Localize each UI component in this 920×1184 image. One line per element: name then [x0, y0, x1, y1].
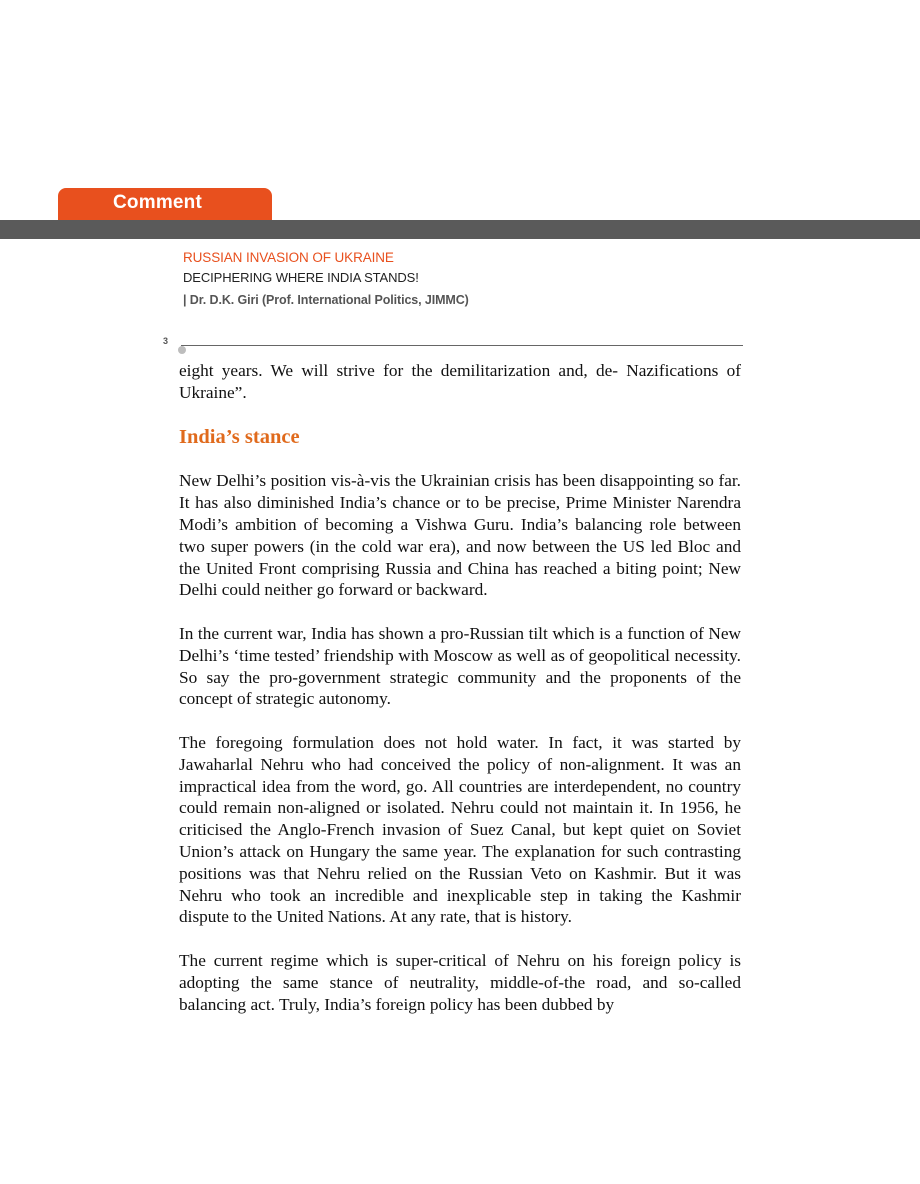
- article-body: [179, 360, 741, 1037]
- header-band: [0, 220, 920, 239]
- paragraph: eight years. We will strive for the demilitarization and, de- Nazifications of Ukraine”.: [179, 361, 741, 402]
- article-byline: | Dr. D.K. Giri (Prof. International Politics, JIMMC): [183, 293, 469, 307]
- divider-rule: [181, 345, 743, 346]
- paragraph: New Delhi’s position vis-à-vis the Ukrainian crisis has been disappointing so far. It has also diminished India’s chance or to be precise, Prime Minister Narendra Modi’s ambition of becoming a Vishwa Guru. India’s balancing role between two super powers (in the cold war era), and now between the US led Bloc and the United Front comprising Russia and China has reached a biting point; New Delhi could neither go forward or backward.: [179, 471, 741, 600]
- section-heading: India’s stance: [179, 426, 300, 449]
- article-subtitle: DECIPHERING WHERE INDIA STANDS!: [183, 270, 419, 285]
- paragraph: The current regime which is super-critical of Nehru on his foreign policy is adopting the same stance of neutrality, middle-of-the road, and so-called balancing act. Truly, India’s foreign policy has been dubbed by: [179, 950, 741, 1014]
- comment-tab: [58, 188, 272, 220]
- article-header: [183, 248, 469, 312]
- divider-dot: [178, 346, 186, 354]
- paragraph: The foregoing formulation does not hold water. In fact, it was started by Jawaharlal Nehru who had conceived the policy of non-alignment. It was an impractical idea from the word, go. All countries are interdependent, no country could remain non-aligned or isolated. Nehru could not maintain it. In 1956, he criticised the Anglo-French invasion of Suez Canal, but kept quiet on Soviet Union’s attack on Hungary the same year. The explanation for such contrasting positions was that Nehru relied on the Russian Veto on Kashmir. But it was Nehru who took an incredible and inexplicable step in taking the Kashmir dispute to the United Nations. At any rate, that is history.: [179, 732, 741, 927]
- comment-tab-label: Comment: [113, 192, 203, 213]
- paragraph: In the current war, India has shown a pro-Russian tilt which is a function of New Delhi’s ‘time tested’ friendship with Moscow as well as of geopolitical necessity. So say the pro-government strategic community and the proponents of the concept of strategic autonomy.: [179, 623, 741, 709]
- article-kicker: RUSSIAN INVASION OF UKRAINE: [183, 250, 394, 265]
- page-number: 3: [163, 336, 169, 346]
